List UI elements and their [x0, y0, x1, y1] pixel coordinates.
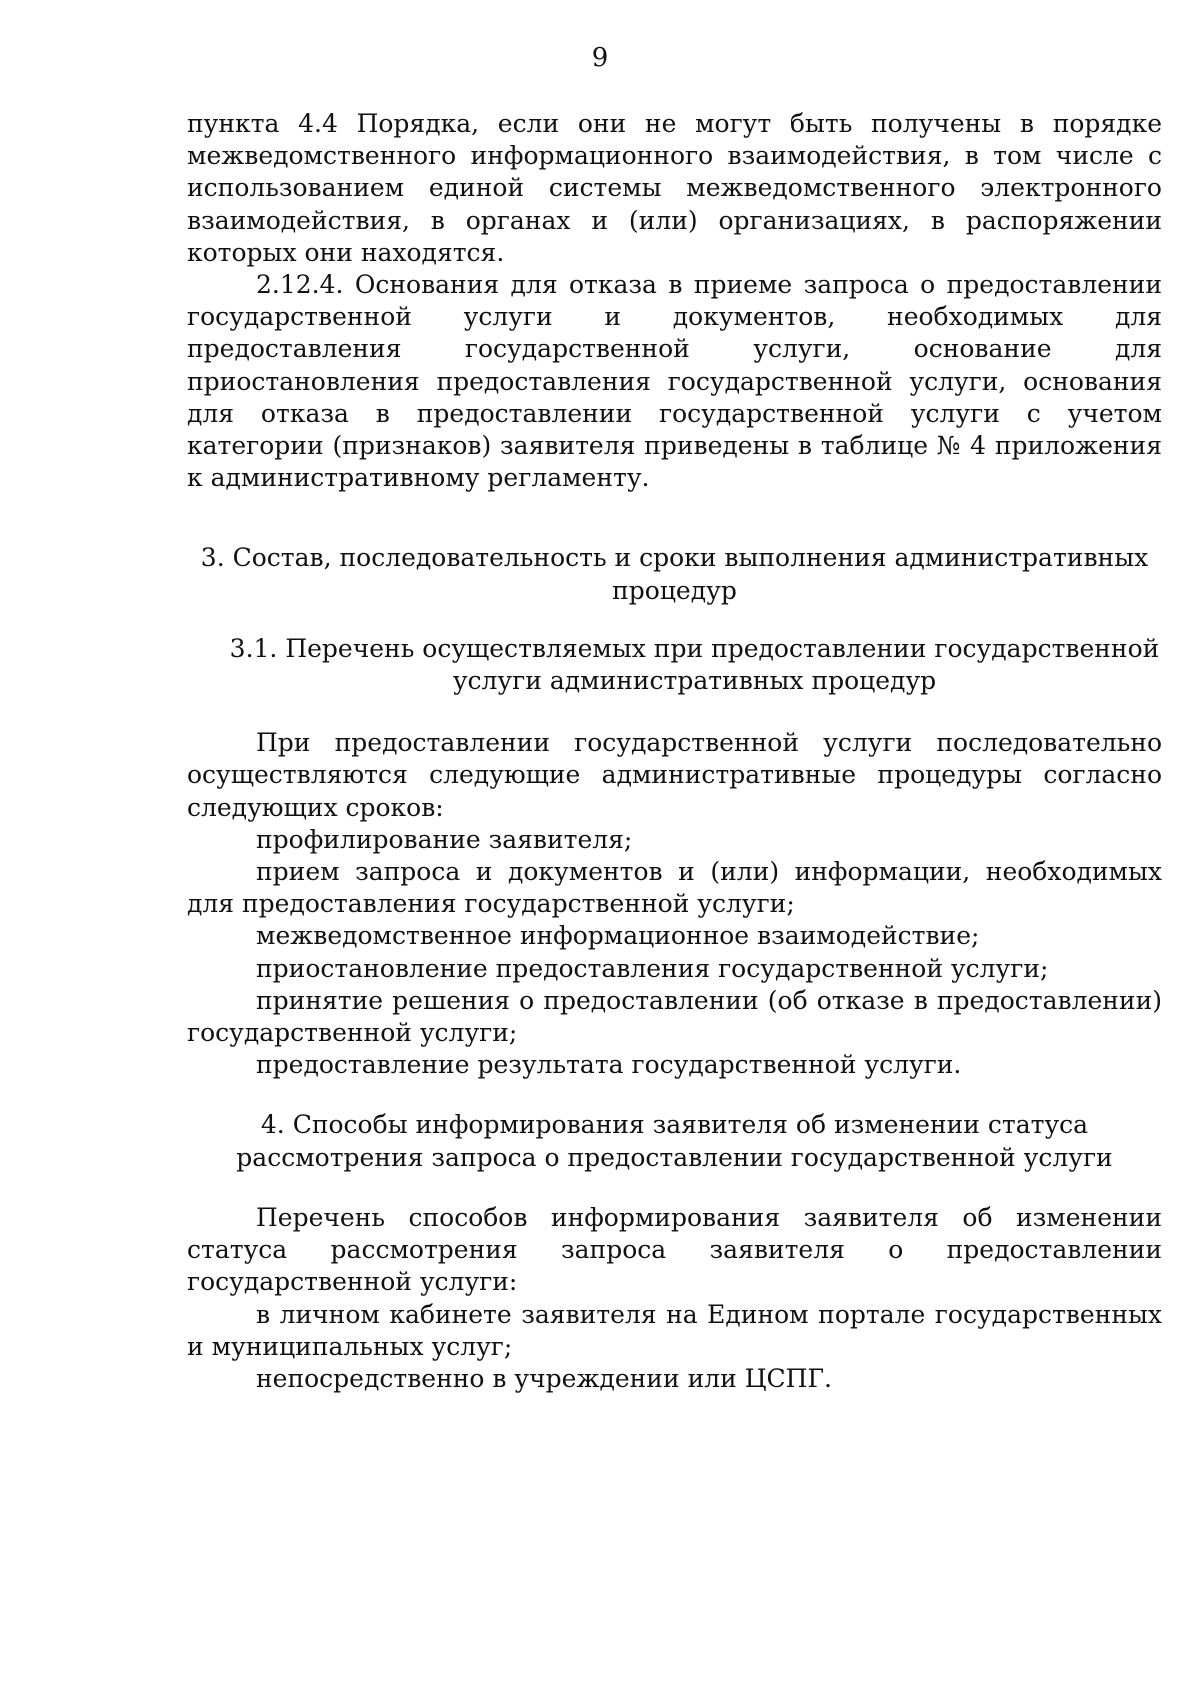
spacer: [187, 1174, 1162, 1202]
section-3-intro: При предоставлении государственной услуги последовательно осуществляются следующие административные процедуры согласно следующих сроков:: [187, 728, 1162, 822]
procedure-item: межведомственное информационное взаимодействие;: [256, 921, 980, 951]
procedure-item: предоставление результата государственной услуги.: [256, 1050, 962, 1080]
procedure-item: профилирование заявителя;: [256, 824, 633, 854]
section-4-intro: Перечень способов информирования заявителя об изменении статуса рассмотрения запроса заявителя о предоставлении государственной услуги:: [187, 1202, 1162, 1297]
procedure-item: прием запроса и документов и (или) информации, необходимых для предоставления государственной услуги;: [187, 857, 1162, 919]
page-number: 9: [591, 43, 609, 73]
spacer: [187, 1081, 1162, 1109]
procedure-item: принятие решения о предоставлении (об отказе в предоставлении) государственной услуги;: [187, 985, 1162, 1048]
paragraph-2-12-4: 2.12.4. Основания для отказа в приеме запроса о предоставлении государственной услуги и документов, необходимых для предоставления государственной услуги, основание для приостановления предоставления государственной услуги, основания для отказа в предоставлении государственной услуги с учетом категории (признаков) заявителя приведены в таблице № 4 приложения к административному регламенту.: [187, 270, 1162, 493]
section-4-heading: 4. Способы информирования заявителя об изменении статуса рассмотрения запроса о предоставлении государственной услуги: [236, 1110, 1113, 1172]
procedure-item: приостановление предоставления государственной услуги;: [256, 953, 1049, 983]
spacer: [187, 697, 1162, 727]
section-3-1-heading: 3.1. Перечень осуществляемых при предоставлении государственной услуги административных процедур: [229, 633, 1160, 696]
document-body: [187, 108, 1162, 1395]
notification-method-item: в личном кабинете заявителя на Едином портале государственных и муниципальных услуг;: [187, 1299, 1162, 1361]
section-3-heading: 3. Состав, последовательность и сроки выполнения административных процедур: [200, 543, 1149, 605]
notification-method-item: непосредственно в учреждении или ЦСПГ.: [256, 1363, 832, 1393]
paragraph-continuation: пункта 4.4 Порядка, если они не могут быть получены в порядке межведомственного информационного взаимодействия, в том числе с использованием единой системы межведомственного электронного взаимодействия, в органах и (или) организациях, в распоряжении которых они находятся.: [187, 109, 1162, 267]
spacer: [187, 494, 1162, 542]
spacer: [187, 607, 1162, 633]
